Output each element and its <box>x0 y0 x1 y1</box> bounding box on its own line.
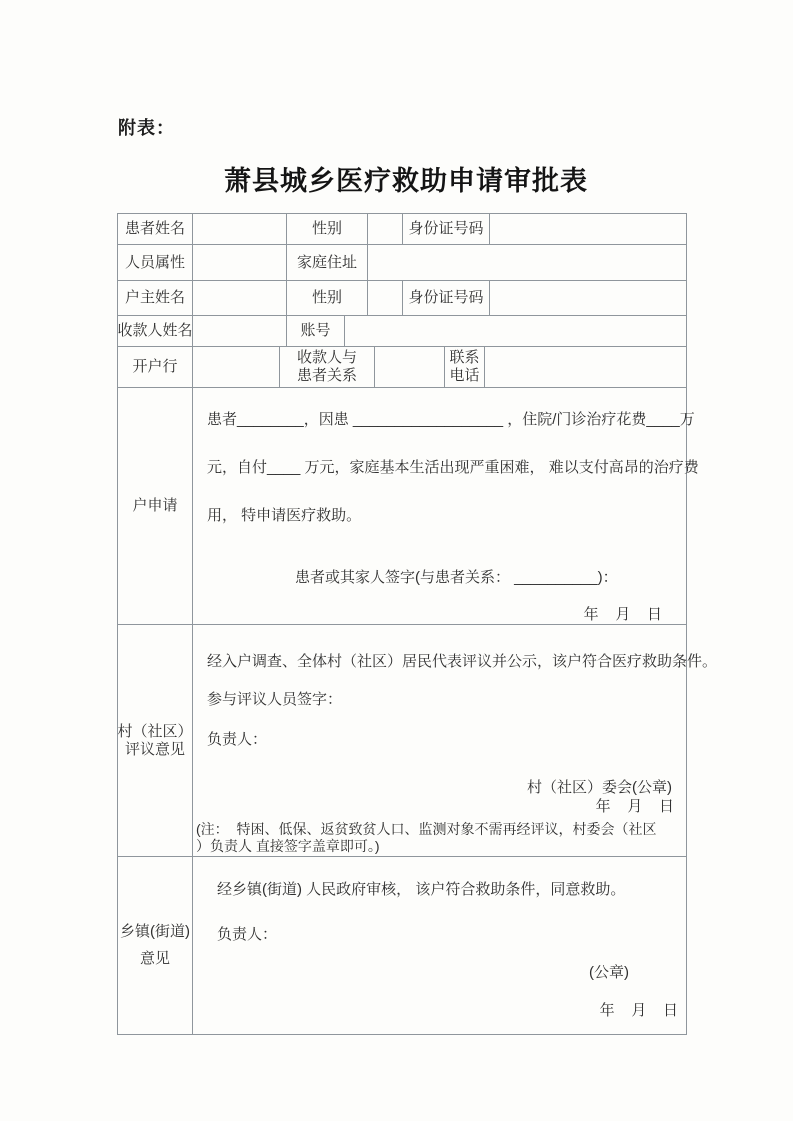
attachment-label: 附表： <box>118 118 175 138</box>
householder-name-value-cell <box>193 281 287 316</box>
householder-gender-label: 性别 <box>311 289 342 306</box>
payee-name-value-cell <box>193 316 287 347</box>
township-seal-line: (公章) <box>589 964 629 981</box>
patient-gender-label: 性别 <box>311 220 342 237</box>
village-signature-prompt: 参与评议人员签字： <box>207 691 343 708</box>
home-address-label: 家庭住址 <box>296 253 357 271</box>
application-date-line: 年 月 日 <box>583 606 662 623</box>
village-review-label-line1: 村（社区） <box>117 722 193 740</box>
village-seal-line: 村（社区）委会(公章) <box>527 779 672 796</box>
application-body-line3: 用， 特申请医疗救助。 <box>207 507 362 524</box>
payee-relation-value-cell <box>375 347 445 388</box>
contact-phone-label-line2: 电话 <box>449 367 480 384</box>
bank-value-cell <box>193 347 280 388</box>
householder-id-label: 身份证号码 <box>408 289 484 306</box>
township-review-label-cell <box>117 857 193 1035</box>
account-number-label: 账号 <box>300 322 331 339</box>
household-application-label: 户申请 <box>132 497 178 514</box>
patient-name-label-cell <box>117 213 193 245</box>
patient-name-value-cell <box>193 213 287 245</box>
village-review-label-cell <box>117 625 193 857</box>
village-review-body-line: 经入户调查、全体村（社区）居民代表评议并公示，该户符合医疗救助条件。 <box>207 653 718 670</box>
form-title: 萧县城乡医疗救助申请审批表 <box>224 166 588 196</box>
householder-gender-value-cell <box>368 281 403 316</box>
household-application-label-cell <box>117 388 193 625</box>
home-address-label-cell <box>287 245 368 281</box>
person-category-label: 人员属性 <box>124 253 185 271</box>
patient-name-label: 患者姓名 <box>124 220 185 237</box>
householder-id-value-cell <box>490 281 687 316</box>
township-review-label-line1: 乡镇(街道) <box>120 923 190 940</box>
payee-name-label: 收款人姓名 <box>117 322 193 339</box>
contact-phone-label-line1: 联系 <box>449 349 480 366</box>
application-form-table <box>117 213 718 1035</box>
householder-id-label-cell <box>403 281 490 316</box>
application-body-line1: 患者________，因患 __________________ ，住院/门诊治疗花费____万 <box>207 411 695 428</box>
householder-gender-label-cell <box>287 281 368 316</box>
person-category-label-cell <box>117 245 193 281</box>
application-body-line2: 元，自付____ 万元，家庭基本生活出现严重困难， 难以支付高昂的治疗费 <box>207 459 699 476</box>
patient-gender-value-cell <box>368 213 403 245</box>
patient-id-value-cell <box>490 213 687 245</box>
contact-phone-label-cell <box>445 347 485 388</box>
village-note-line1: (注： 特困、低保、返贫致贫人口、监测对象不需再经评议，村委会（社区 <box>196 821 657 837</box>
village-review-content-cell <box>193 625 718 857</box>
account-number-value-cell <box>345 316 687 347</box>
township-responsible-person-label: 负责人： <box>217 926 278 943</box>
payee-name-label-cell <box>117 316 193 347</box>
contact-phone-value-cell <box>485 347 687 388</box>
payee-relation-label-cell <box>280 347 375 388</box>
village-date-line: 年 月 日 <box>595 798 674 815</box>
township-review-label-line2: 意见 <box>139 950 170 967</box>
payee-relation-label-line1: 收款人与 <box>296 349 357 366</box>
householder-name-label-cell <box>117 281 193 316</box>
payee-relation-label-line2: 患者关系 <box>296 367 357 384</box>
township-review-content-cell <box>193 857 687 1035</box>
person-category-value-cell <box>193 245 287 281</box>
household-application-content-cell <box>193 388 699 625</box>
bank-label-cell <box>117 347 193 388</box>
village-responsible-person-label: 负责人： <box>207 731 268 748</box>
patient-id-label-cell <box>403 213 490 245</box>
village-review-label-line2: 评议意见 <box>124 740 185 758</box>
home-address-value-cell <box>368 245 687 281</box>
township-review-body-line: 经乡镇(街道) 人民政府审核， 该户符合救助条件，同意救助。 <box>217 881 626 898</box>
patient-id-label: 身份证号码 <box>408 220 484 237</box>
account-number-label-cell <box>287 316 345 347</box>
bank-label: 开户行 <box>132 358 178 375</box>
applicant-signature-line: 患者或其家人签字(与患者关系： __________)： <box>295 569 618 586</box>
patient-gender-label-cell <box>287 213 368 245</box>
village-note-line2: ）负责人 直接签字盖章即可。) <box>196 838 380 854</box>
township-date-line: 年 月 日 <box>599 1002 678 1019</box>
householder-name-label: 户主姓名 <box>124 289 185 306</box>
